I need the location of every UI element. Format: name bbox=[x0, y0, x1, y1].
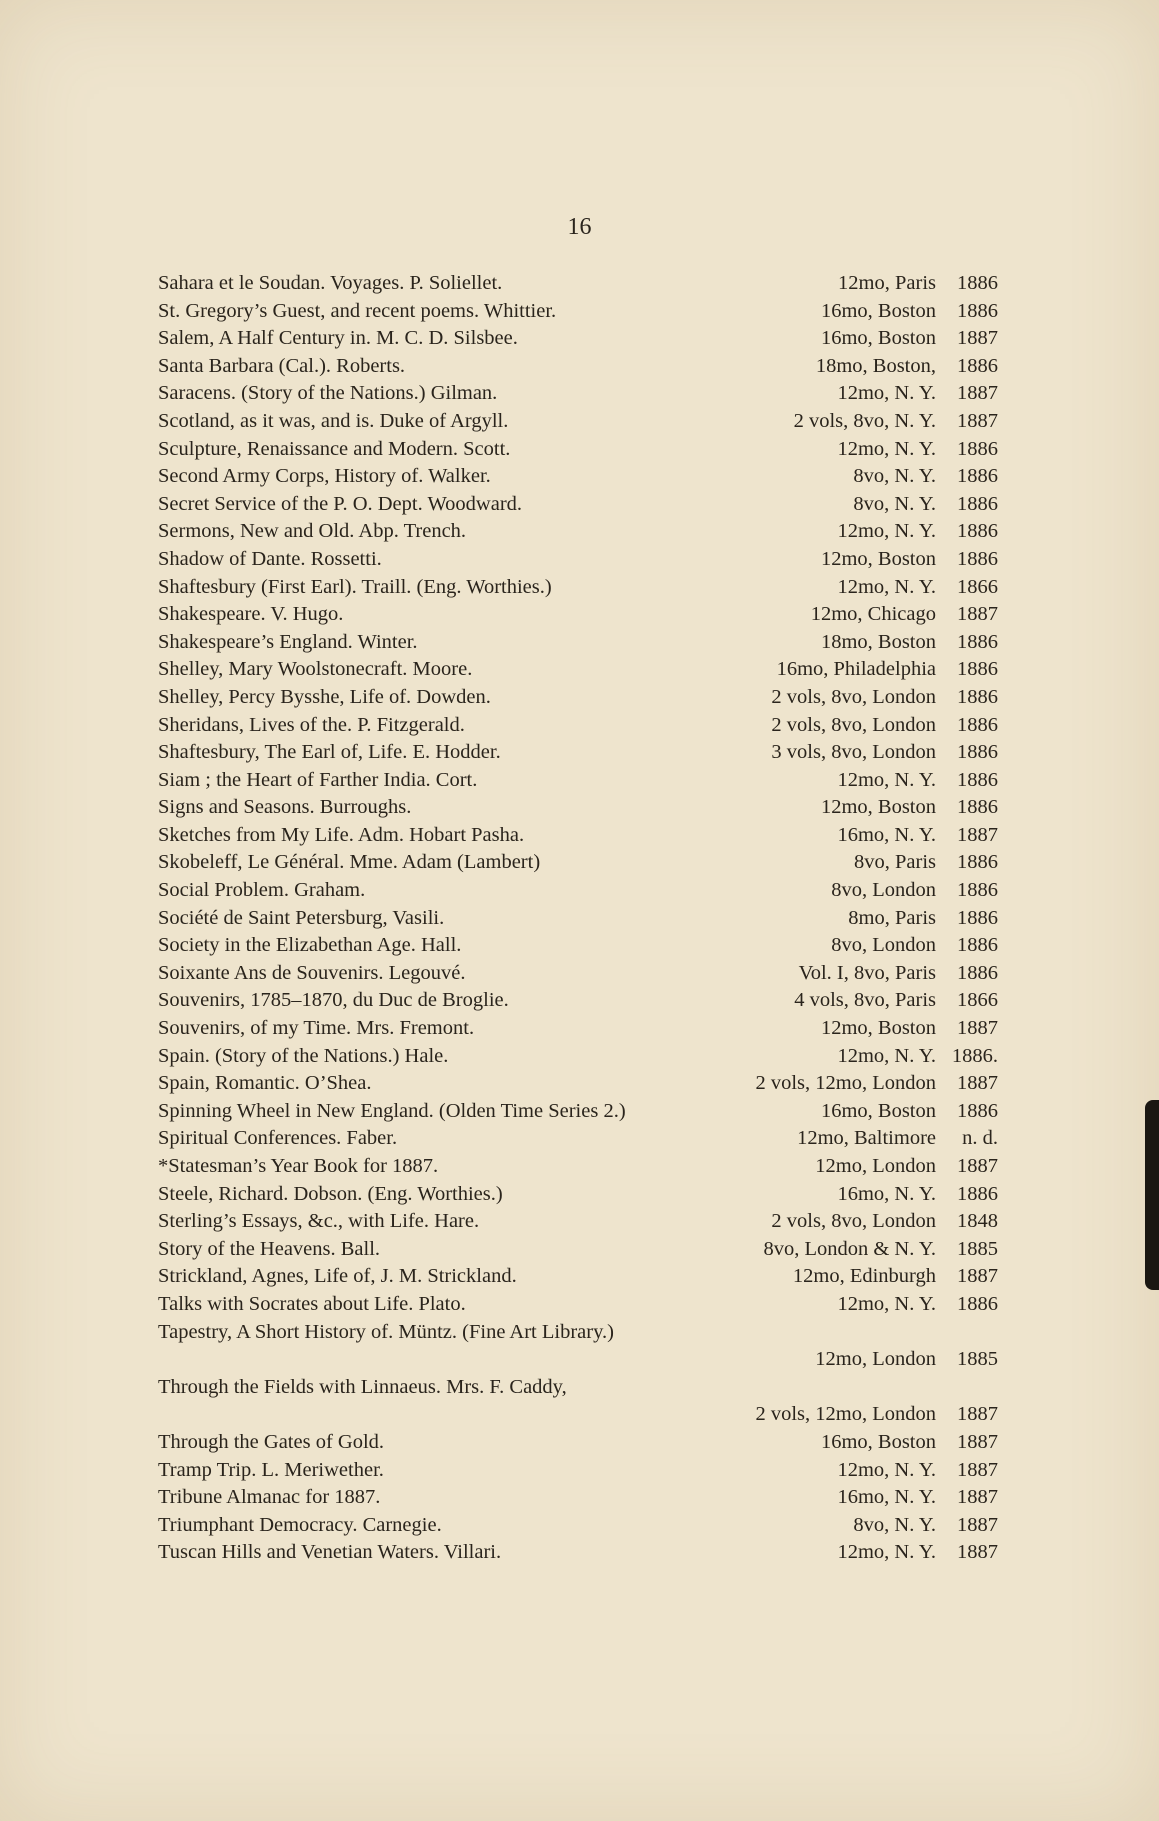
catalog-entry bbox=[158, 1512, 998, 1540]
entry-publication bbox=[837, 1539, 998, 1567]
entry-publication bbox=[831, 877, 998, 905]
entry-year: 1886 bbox=[957, 796, 998, 819]
entry-year: 1887 bbox=[957, 1486, 998, 1509]
entry-publication bbox=[816, 353, 998, 381]
entry-format-place: 12mo, N. Y. bbox=[837, 768, 936, 791]
entry-title: Secret Service of the P. O. Dept. Woodward. bbox=[158, 492, 523, 515]
entry-title: Strickland, Agnes, Life of, J. M. Strickland. bbox=[158, 1265, 517, 1288]
entry-title: Through the Gates of Gold. bbox=[158, 1430, 385, 1453]
entry-year: 1887 bbox=[957, 327, 998, 350]
entry-year: 1887 bbox=[957, 1403, 998, 1426]
entry-year: 1886 bbox=[957, 1292, 998, 1315]
entry-year: 1886 bbox=[957, 934, 998, 957]
entry-format-place: 12mo, N. Y. bbox=[837, 1292, 936, 1315]
entry-title: Shaftesbury, The Earl of, Life. E. Hodder. bbox=[158, 741, 501, 764]
entry-publication bbox=[821, 1429, 998, 1457]
entry-year: 1848 bbox=[957, 1210, 998, 1233]
entry-year: 1886 bbox=[957, 492, 998, 515]
entry-publication bbox=[815, 1346, 998, 1374]
entry-publication bbox=[763, 1236, 998, 1264]
catalog-entry bbox=[158, 463, 998, 491]
entry-title: Sculpture, Renaissance and Modern. Scott. bbox=[158, 437, 511, 460]
entry-year: 1886 bbox=[957, 272, 998, 294]
entry-format-place: 16mo, Boston bbox=[820, 1430, 936, 1453]
catalog-entry bbox=[158, 325, 998, 353]
entry-publication bbox=[831, 932, 998, 960]
entry-year: 1887 bbox=[957, 382, 998, 405]
entry-title: Spinning Wheel in New England. (Olden Time Series 2.) bbox=[158, 1099, 626, 1122]
entry-publication bbox=[848, 905, 998, 933]
catalog-entry bbox=[158, 298, 998, 326]
catalog-entry bbox=[158, 518, 998, 546]
entry-publication bbox=[837, 436, 998, 464]
catalog-entry bbox=[158, 1484, 998, 1512]
entry-title: Souvenirs, 1785–1870, du Duc de Broglie. bbox=[158, 989, 509, 1012]
entry-title: Tapestry, A Short History of. Müntz. (Fine Art Library.) bbox=[158, 1320, 614, 1343]
entry-year: 1885 bbox=[957, 1237, 998, 1260]
entry-year: 1887 bbox=[957, 1513, 998, 1536]
catalog-entry bbox=[158, 270, 998, 298]
entry-format-place: 18mo, Boston bbox=[820, 630, 936, 653]
entry-year: 1886 bbox=[957, 1099, 998, 1122]
catalog-entry bbox=[158, 1457, 998, 1485]
catalog-entry bbox=[158, 1539, 998, 1567]
entry-publication bbox=[854, 849, 998, 877]
catalog-entry bbox=[158, 1153, 998, 1181]
entry-format-place: 16mo, Boston bbox=[820, 1099, 936, 1122]
entry-title: Through the Fields with Linnaeus. Mrs. F. Caddy, bbox=[158, 1375, 567, 1398]
entry-year: 1866 bbox=[957, 989, 998, 1012]
entry-format-place: 12mo, Edinburgh bbox=[792, 1265, 936, 1288]
entry-year: 1887 bbox=[957, 823, 998, 846]
entry-year: 1886 bbox=[957, 465, 998, 488]
entry-year: 1887 bbox=[957, 1017, 998, 1040]
entry-publication bbox=[777, 656, 998, 684]
entry-format-place: 16mo, Boston bbox=[820, 299, 936, 322]
entry-format-place: 16mo, N. Y. bbox=[837, 823, 936, 846]
entry-year: 1886 bbox=[957, 713, 998, 736]
entry-publication bbox=[853, 491, 998, 519]
entry-publication bbox=[853, 1512, 998, 1540]
entry-title: Shelley, Percy Bysshe, Life of. Dowden. bbox=[158, 685, 491, 708]
entry-publication bbox=[837, 1043, 998, 1071]
entry-year: 1887 bbox=[957, 1430, 998, 1453]
entry-format-place: 8vo, London & N. Y. bbox=[763, 1237, 936, 1260]
entry-title: Steele, Richard. Dobson. (Eng. Worthies.) bbox=[158, 1182, 503, 1205]
catalog-entry bbox=[158, 380, 998, 408]
catalog-entry bbox=[158, 1374, 998, 1429]
entry-publication bbox=[771, 684, 998, 712]
entry-title: Sheridans, Lives of the. P. Fitzgerald. bbox=[158, 713, 465, 736]
entry-year: 1887 bbox=[957, 1265, 998, 1288]
entry-publication bbox=[838, 270, 998, 298]
entry-title: Scotland, as it was, and is. Duke of Argyll. bbox=[158, 409, 509, 432]
entry-year: 1886 bbox=[957, 547, 998, 570]
entry-format-place: 4 vols, 8vo, Paris bbox=[794, 989, 936, 1012]
entry-year: 1886 bbox=[957, 741, 998, 764]
entry-title: Spain, Romantic. O’Shea. bbox=[158, 1072, 372, 1095]
entry-publication bbox=[794, 408, 998, 436]
entry-publication bbox=[837, 822, 998, 850]
entry-title: Shakespeare. V. Hugo. bbox=[158, 603, 344, 626]
entry-publication bbox=[815, 1153, 998, 1181]
entry-title: Signs and Seasons. Burroughs. bbox=[158, 796, 412, 819]
entry-format-place: 12mo, Boston bbox=[820, 547, 936, 570]
catalog-entry bbox=[158, 491, 998, 519]
entry-year: 1887 bbox=[957, 1541, 998, 1564]
catalog-entry bbox=[158, 1319, 998, 1374]
entry-format-place: 16mo, N. Y. bbox=[837, 1486, 936, 1509]
catalog-entry bbox=[158, 436, 998, 464]
entry-year: 1886 bbox=[957, 437, 998, 460]
entry-title: Souvenirs, of my Time. Mrs. Fremont. bbox=[158, 1017, 475, 1040]
entry-publication bbox=[821, 1015, 998, 1043]
entry-format-place: 12mo, N. Y. bbox=[837, 1458, 936, 1481]
entry-publication bbox=[771, 1208, 998, 1236]
entry-format-place: 8vo, London bbox=[831, 879, 936, 902]
entry-year: 1887 bbox=[957, 409, 998, 432]
page-number: 16 bbox=[567, 214, 592, 240]
entry-publication bbox=[837, 380, 998, 408]
catalog-entry bbox=[158, 1070, 998, 1098]
entry-title: Saracens. (Story of the Nations.) Gilman. bbox=[158, 382, 498, 405]
entry-format-place: 2 vols, 8vo, N. Y. bbox=[793, 409, 936, 432]
entry-publication bbox=[821, 1098, 998, 1126]
entry-title: Story of the Heavens. Ball. bbox=[158, 1237, 381, 1260]
entry-format-place: 3 vols, 8vo, London bbox=[771, 741, 936, 764]
entry-publication bbox=[821, 546, 998, 574]
entry-publication bbox=[821, 298, 998, 326]
entry-publication bbox=[837, 1484, 998, 1512]
entry-format-place: 12mo, N. Y. bbox=[837, 520, 936, 543]
entry-title: Salem, A Half Century in. M. C. D. Silsbee. bbox=[158, 327, 518, 350]
entry-publication bbox=[837, 1291, 998, 1319]
entry-format-place: Vol. I, 8vo, Paris bbox=[798, 961, 936, 984]
entry-publication bbox=[797, 1125, 998, 1153]
entry-title: Second Army Corps, History of. Walker. bbox=[158, 465, 491, 488]
entry-publication bbox=[794, 987, 998, 1015]
entry-format-place: 12mo, N. Y. bbox=[837, 382, 936, 405]
entry-format-place: 12mo, Boston bbox=[820, 1017, 936, 1040]
catalog-entry bbox=[158, 794, 998, 822]
catalog-entry bbox=[158, 353, 998, 381]
entry-title: Triumphant Democracy. Carnegie. bbox=[158, 1513, 442, 1536]
entry-format-place: 12mo, Paris bbox=[838, 272, 936, 294]
entry-publication bbox=[771, 739, 998, 767]
catalog-entry bbox=[158, 684, 998, 712]
entry-title: Sterling’s Essays, &c., with Life. Hare. bbox=[158, 1210, 480, 1233]
entry-title: Skobeleff, Le Général. Mme. Adam (Lambert) bbox=[158, 851, 541, 874]
entry-format-place: 2 vols, 12mo, London bbox=[755, 1403, 936, 1426]
catalog-entry bbox=[158, 601, 998, 629]
catalog-entry bbox=[158, 767, 998, 795]
catalog-entry bbox=[158, 712, 998, 740]
catalog-entry bbox=[158, 960, 998, 988]
entry-title: Société de Saint Petersburg, Vasili. bbox=[158, 906, 445, 929]
entry-title: Sermons, New and Old. Abp. Trench. bbox=[158, 520, 467, 543]
entry-format-place: 8mo, Paris bbox=[848, 906, 936, 929]
entry-format-place: 12mo, Boston bbox=[820, 796, 936, 819]
catalog-entry bbox=[158, 1043, 998, 1071]
entry-title: Talks with Socrates about Life. Plato. bbox=[158, 1292, 466, 1315]
entry-year: 1886. bbox=[951, 1044, 998, 1067]
entry-title: Siam ; the Heart of Farther India. Cort. bbox=[158, 768, 478, 791]
entry-title: Social Problem. Graham. bbox=[158, 879, 366, 902]
entry-format-place: 12mo, N. Y. bbox=[837, 1541, 936, 1564]
catalog-entry bbox=[158, 574, 998, 602]
catalog-entry bbox=[158, 1015, 998, 1043]
entry-title: Shakespeare’s England. Winter. bbox=[158, 630, 418, 653]
entry-title: Soixante Ans de Souvenirs. Legouvé. bbox=[158, 961, 466, 984]
entry-format-place: 12mo, N. Y. bbox=[837, 437, 936, 460]
entry-format-place: 16mo, N. Y. bbox=[837, 1182, 936, 1205]
entry-format-place: 2 vols, 8vo, London bbox=[771, 685, 936, 708]
entry-publication bbox=[755, 1401, 998, 1429]
catalog-entry bbox=[158, 1236, 998, 1264]
entry-title: Sketches from My Life. Adm. Hobart Pasha. bbox=[158, 823, 525, 846]
catalog-entry bbox=[158, 629, 998, 657]
entry-format-place: 12mo, Chicago bbox=[810, 603, 936, 626]
entry-format-place: 2 vols, 12mo, London bbox=[755, 1072, 936, 1095]
catalog-entry bbox=[158, 1291, 998, 1319]
entry-publication bbox=[853, 463, 998, 491]
entry-publication bbox=[821, 794, 998, 822]
entry-publication bbox=[837, 574, 998, 602]
catalog-entry bbox=[158, 1263, 998, 1291]
entry-title: Tuscan Hills and Venetian Waters. Villari. bbox=[158, 1541, 502, 1564]
entry-format-place: 12mo, London bbox=[815, 1155, 936, 1177]
entry-publication bbox=[793, 1263, 998, 1291]
entry-publication bbox=[837, 1181, 998, 1209]
catalog-entry bbox=[158, 408, 998, 436]
entry-title: *Statesman’s Year Book for 1887. bbox=[158, 1155, 439, 1177]
entry-publication bbox=[821, 325, 998, 353]
entry-format-place: 12mo, Baltimore bbox=[797, 1127, 936, 1150]
entry-year: 1887 bbox=[957, 1072, 998, 1095]
entry-title: Shelley, Mary Woolstonecraft. Moore. bbox=[158, 658, 473, 681]
entry-format-place: 12mo, N. Y. bbox=[837, 1044, 936, 1067]
catalog-entry bbox=[158, 1098, 998, 1126]
entry-year: n. d. bbox=[962, 1127, 998, 1150]
entry-year: 1886 bbox=[957, 299, 998, 322]
entry-year: 1886 bbox=[957, 630, 998, 653]
entry-title: Sahara et le Soudan. Voyages. P. Soliellet. bbox=[158, 272, 503, 294]
entry-publication bbox=[821, 629, 998, 657]
entry-title: Shaftesbury (First Earl). Traill. (Eng. Worthies.) bbox=[158, 575, 552, 598]
catalog-list bbox=[158, 270, 998, 1567]
entry-year: 1886 bbox=[957, 354, 998, 377]
catalog-entry bbox=[158, 656, 998, 684]
entry-title: Spain. (Story of the Nations.) Hale. bbox=[158, 1044, 449, 1067]
entry-publication bbox=[837, 518, 998, 546]
entry-year: 1886 bbox=[957, 1182, 998, 1205]
catalog-entry bbox=[158, 987, 998, 1015]
entry-format-place: 18mo, Boston, bbox=[815, 354, 936, 377]
entry-title: St. Gregory’s Guest, and recent poems. Whittier. bbox=[158, 299, 557, 322]
entry-year: 1886 bbox=[957, 961, 998, 984]
entry-title: Society in the Elizabethan Age. Hall. bbox=[158, 934, 462, 957]
entry-format-place: 8vo, N. Y. bbox=[853, 1513, 936, 1536]
entry-publication bbox=[837, 1457, 998, 1485]
page-edge-tear bbox=[1145, 1100, 1159, 1290]
entry-format-place: 12mo, London bbox=[815, 1348, 936, 1371]
entry-year: 1885 bbox=[957, 1348, 998, 1371]
catalog-entry bbox=[158, 877, 998, 905]
catalog-entry bbox=[158, 739, 998, 767]
entry-title: Spiritual Conferences. Faber. bbox=[158, 1127, 398, 1150]
entry-publication bbox=[755, 1070, 998, 1098]
entry-format-place: 12mo, N. Y. bbox=[837, 575, 936, 598]
catalog-entry bbox=[158, 822, 998, 850]
entry-year: 1887 bbox=[957, 1155, 998, 1177]
entry-title: Tribune Almanac for 1887. bbox=[158, 1486, 381, 1509]
entry-format-place: 8vo, N. Y. bbox=[853, 465, 936, 488]
catalog-entry bbox=[158, 1429, 998, 1457]
catalog-entry bbox=[158, 849, 998, 877]
entry-publication bbox=[837, 767, 998, 795]
entry-format-place: 16mo, Philadelphia bbox=[776, 658, 936, 681]
entry-publication bbox=[811, 601, 998, 629]
entry-format-place: 2 vols, 8vo, London bbox=[771, 713, 936, 736]
entry-format-place: 2 vols, 8vo, London bbox=[771, 1210, 936, 1233]
entry-year: 1886 bbox=[957, 879, 998, 902]
entry-year: 1886 bbox=[957, 768, 998, 791]
entry-year: 1887 bbox=[957, 603, 998, 626]
entry-year: 1866 bbox=[957, 575, 998, 598]
catalog-entry bbox=[158, 905, 998, 933]
entry-format-place: 8vo, London bbox=[831, 934, 936, 957]
entry-format-place: 8vo, N. Y. bbox=[853, 492, 936, 515]
catalog-entry bbox=[158, 546, 998, 574]
entry-format-place: 8vo, Paris bbox=[854, 851, 936, 874]
entry-year: 1887 bbox=[957, 1458, 998, 1481]
entry-year: 1886 bbox=[957, 685, 998, 708]
entry-year: 1886 bbox=[957, 658, 998, 681]
entry-title: Santa Barbara (Cal.). Roberts. bbox=[158, 354, 406, 377]
catalog-entry bbox=[158, 1125, 998, 1153]
catalog-entry bbox=[158, 1181, 998, 1209]
entry-year: 1886 bbox=[957, 520, 998, 543]
entry-format-place: 16mo, Boston bbox=[820, 327, 936, 350]
entry-year: 1886 bbox=[957, 851, 998, 874]
catalog-entry bbox=[158, 932, 998, 960]
entry-title: Shadow of Dante. Rossetti. bbox=[158, 547, 382, 570]
catalog-entry bbox=[158, 1208, 998, 1236]
entry-publication bbox=[771, 712, 998, 740]
entry-title: Tramp Trip. L. Meriwether. bbox=[158, 1458, 384, 1481]
entry-publication bbox=[799, 960, 998, 988]
entry-year: 1886 bbox=[957, 906, 998, 929]
